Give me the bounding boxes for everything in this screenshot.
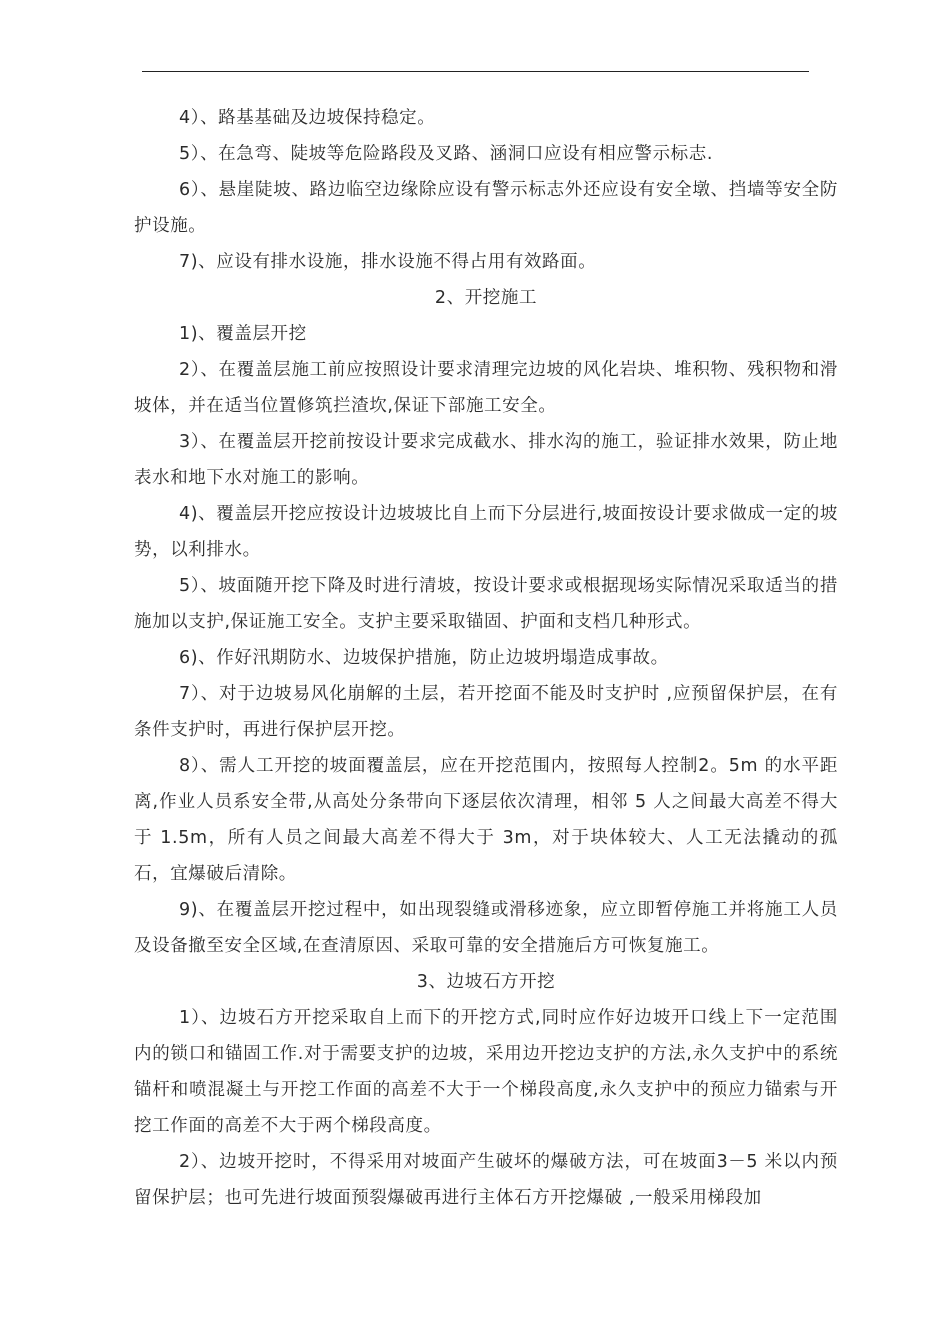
header-rule [142,71,809,72]
paragraph-7: 7)、应设有排水设施，排水设施不得占用有效路面。 [179,252,597,272]
paragraph-overburden-7: 7）、对于边坡易风化崩解的土层，若开挖面不能及时支护时 ,应预留保护层，在有条件支护时，再进行保护层开挖。 [134,684,838,740]
paragraph-overburden-4: 4)、覆盖层开挖应按设计边坡坡比自上而下分层进行,坡面按设计要求做成一定的坡势，以利排水。 [134,504,838,560]
document-body [134,100,838,1216]
paragraph-6: 6）、悬崖陡坡、路边临空边缘除应设有警示标志外还应设有安全墩、挡墙等安全防护设施。 [134,180,838,236]
paragraph-overburden-2: 2）、在覆盖层施工前应按照设计要求清理完边坡的风化岩块、堆积物、残积物和滑坡体，并在适当位置修筑拦渣坎,保证下部施工安全。 [134,360,838,416]
paragraph-rock-1: 1）、边坡石方开挖采取自上而下的开挖方式,同时应作好边坡开口线上下一定范围内的锁口和锚固工作.对于需要支护的边坡，采用边开挖边支护的方法,永久支护中的系统锚杆和喷混凝土与开挖工作面的高差不大于一个梯段高度,永久支护中的预应力锚索与开挖工作面的高差不大于两个梯段高度。 [134,1008,838,1136]
section-heading-rock-excavation: 3、边坡石方开挖 [416,972,556,992]
paragraph-overburden-5: 5）、坡面随开挖下降及时进行清坡，按设计要求或根据现场实际情况采取适当的措施加以支护,保证施工安全。支护主要采取锚固、护面和支档几种形式。 [134,576,838,632]
section-heading-excavation: 2、开挖施工 [434,288,538,308]
paragraph-overburden-3: 3）、在覆盖层开挖前按设计要求完成截水、排水沟的施工，验证排水效果，防止地表水和地下水对施工的影响。 [134,432,838,488]
paragraph-rock-2: 2）、边坡开挖时，不得采用对坡面产生破坏的爆破方法，可在坡面3－5 米以内预留保护层；也可先进行坡面预裂爆破再进行主体石方开挖爆破 ,一般采用梯段加 [134,1152,838,1208]
paragraph-5: 5）、在急弯、陡坡等危险路段及叉路、涵洞口应设有相应警示标志. [179,144,714,164]
paragraph-overburden-9: 9)、在覆盖层开挖过程中，如出现裂缝或滑移迹象，应立即暂停施工并将施工人员及设备撤至安全区域,在查清原因、采取可靠的安全措施后方可恢复施工。 [134,900,838,956]
paragraph-overburden-6: 6)、作好汛期防水、边坡保护措施，防止边坡坍塌造成事故。 [179,648,669,668]
paragraph-overburden-8: 8）、需人工开挖的坡面覆盖层，应在开挖范围内，按照每人控制2。5m 的水平距离,作业人员系安全带,从高处分条带向下逐层依次清理，相邻 5 人之间最大高差不得大于 1.5m，所有人员之间最大高差不得大于 3m，对于块体较大、人工无法撬动的孤石，宜爆破后清除。 [134,756,838,884]
paragraph-overburden-1: 1)、覆盖层开挖 [179,324,307,344]
paragraph-4: 4）、路基基础及边坡保持稳定。 [179,108,436,128]
